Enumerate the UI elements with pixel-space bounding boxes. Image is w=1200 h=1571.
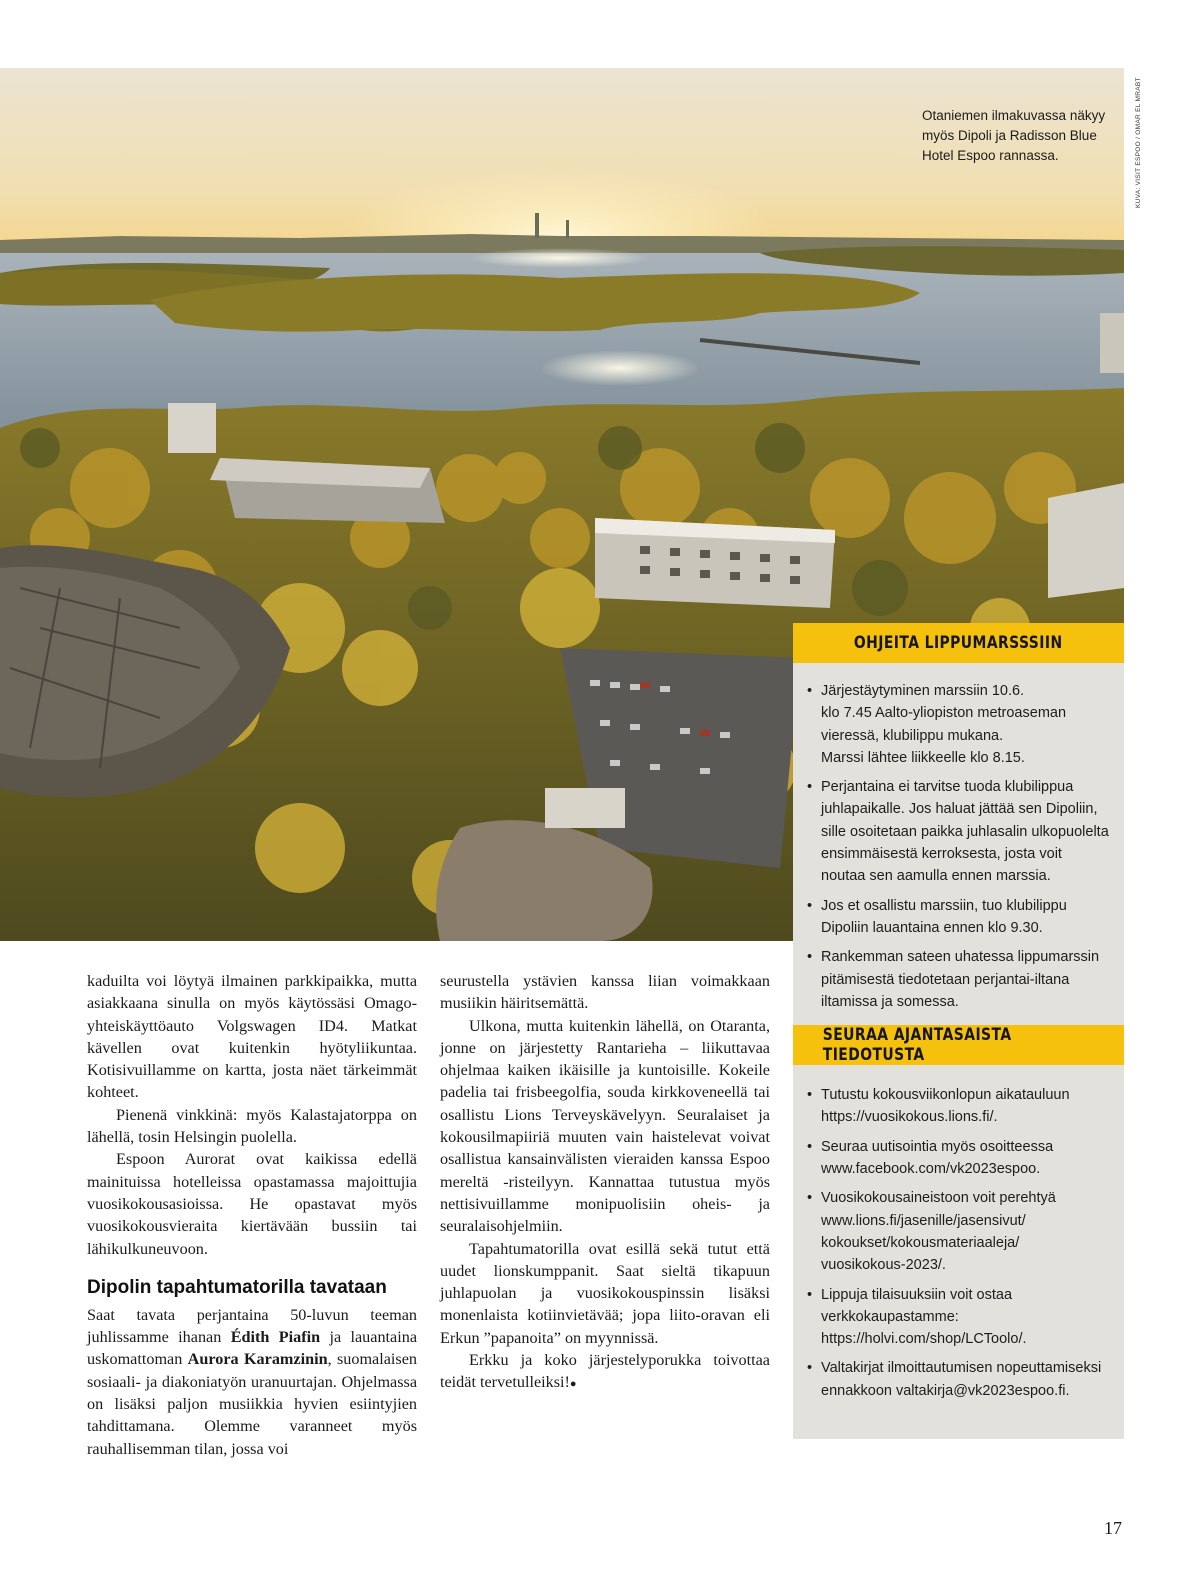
list-item: • Järjestäytyminen marssiin 10.6. klo 7.45 Aalto-yliopiston metroaseman vieressä, klubilippu mukana. Marssi lähtee liikkeelle klo 8.15.: [807, 680, 1110, 769]
paragraph-text: Erkku ja koko järjestelyporukka toivottaa teidät tervetulleiksi!: [440, 1351, 770, 1392]
end-mark: ●: [569, 1378, 577, 1391]
paragraph: kaduilta voi löytyä ilmainen parkkipaikka, mutta asiakkaana sinulla on myös käytössäsi Omago-yhteiskäyttöauto Volgswagen ID4. Matkat kävellen ovat kuitenkin hyötyliikuntaa. Kotisivuillamme on kartta, josta näet tärkeimmät kohteet.: [87, 972, 417, 1102]
info-sidebar: [793, 623, 1124, 1439]
march-instructions-list: [793, 663, 1124, 1025]
paragraph-text: , suomalaisen sosiaali- ja diakoniatyön uranuurtajan. Ohjelmassa on lisäksi paljon musiikkia hyvien esiintyjien tahdittamana. Olemme varanneet myös rauhallisemman tilan, jossa voi: [87, 1350, 417, 1458]
paragraph: [87, 1304, 417, 1460]
list-item: • Lippuja tilaisuuksiin voit ostaa verkkokaupastamme: https://holvi.com/shop/LCToolo/.: [807, 1284, 1110, 1351]
paragraph-text: Saat tavata perjantaina 50-luvun teeman juhlissamme ihanan: [87, 1305, 417, 1347]
paragraph: Tapahtumatorilla ovat esillä sekä tutut että uudet lionskumppanit. Saat sieltä tikapuun juhlapuolan ja vuosikokouspinssin lisäksi monenlaista kotiinvietävää; jopa liito-oravan eli Erkun ”papanoita” on myynnissä.: [440, 1239, 770, 1347]
sidebar-heading-info-text: SEURAA AJANTASAISTA TIEDOTUSTA: [822, 1025, 1012, 1066]
paragraph: [440, 1349, 770, 1396]
paragraph: seurustella ystävien kanssa liian voimakkaan musiikin häiritsemättä.: [440, 972, 770, 1013]
paragraph: Pienenä vinkkinä: myös Kalastajatorppa on lähellä, tosin Helsingin puolella.: [87, 1105, 417, 1147]
list-item: • Valtakirjat ilmoittautumisen nopeuttamiseksi ennakkoon valtakirja@vk2023espoo.fi.: [807, 1357, 1110, 1402]
paragraph: Ulkona, mutta kuitenkin lähellä, on Otaranta, jonne on järjestetty Rantarieha – liikuttavaa ohjelmaa kaiken ikäisille ja kuntoisille. Kokeile padelia tai frisbeegolfia, souda kirkkoveneellä tai osallistu Lions Terveyskävelyyn. Seuralaiset ja kokousilmapiiriä muuten vain haistelevat voivat osallistua kansainvälisten vieraiden kanssa Espoo mereltä -risteilyyn. Kannattaa tutustua myös nettisivuillamme monipuolisiin oheis- ja seuralaisohjelmiin.: [440, 1016, 770, 1236]
sidebar-heading-march: [793, 623, 1124, 663]
name-highlight: Aurora Karamzinin: [187, 1350, 328, 1369]
list-item: • Perjantaina ei tarvitse tuoda klubilippua juhlapaikalle. Jos haluat jättää sen Dipoliin, sille osoitetaan paikka juhlasalin ulkopuolelta ensimmäisestä kerroksesta, josta voit noutaa sen aamulla ennen marssia.: [807, 776, 1110, 887]
list-item: • Seuraa uutisointia myös osoitteessa www.facebook.com/vk2023espoo.: [807, 1136, 1110, 1181]
sidebar-heading-march-text: OHJEITA LIPPUMARSSSIIN: [854, 633, 1063, 653]
photo-caption: Otaniemen ilmakuvassa näkyy myös Dipoli ja Radisson Blue Hotel Espoo rannassa.: [922, 108, 1106, 163]
list-item: • Jos et osallistu marssiin, tuo klubilippu Dipoliin lauantaina ennen klo 9.30.: [807, 895, 1110, 940]
photo-credit: [1126, 70, 1142, 210]
sidebar-heading-info: [793, 1025, 1124, 1065]
list-item: • Tutustu kokousviikonlopun aikatauluun https://vuosikokous.lions.fi/.: [807, 1084, 1110, 1129]
page-number: 17: [1104, 1518, 1122, 1538]
photo-credit-text: KUVA: VISIT ESPOO / OMAR EL MRABT: [1135, 77, 1142, 208]
paragraph-text: ja lauantaina uskomattoman: [87, 1328, 418, 1369]
list-item: • Vuosikokousaineistoon voit perehtyä www.lions.fi/jasenille/jasensivut/ kokoukset/kokousmateriaaleja/ vuosikokous-2023/.: [807, 1187, 1110, 1276]
list-item: • Rankemman sateen uhatessa lippumarssin pitämisestä tiedotetaan perjantai-iltana iltamissa ja somessa.: [807, 946, 1110, 1013]
article-column-2: [440, 970, 770, 1396]
article-column-1: [87, 970, 417, 1460]
info-links-list: [793, 1065, 1124, 1402]
paragraph: Espoon Aurorat ovat kaikissa edellä mainituissa hotelleissa opastamassa majoittujia vuosikokousasioissa. He opastavat myös vuosikokousvieraita kiertävään bussiin tai lähikulkuneuvoon.: [87, 1150, 417, 1258]
section-subheading: Dipolin tapahtumatorilla tavataan: [87, 1276, 387, 1298]
name-highlight: Édith Piafin: [230, 1328, 321, 1347]
